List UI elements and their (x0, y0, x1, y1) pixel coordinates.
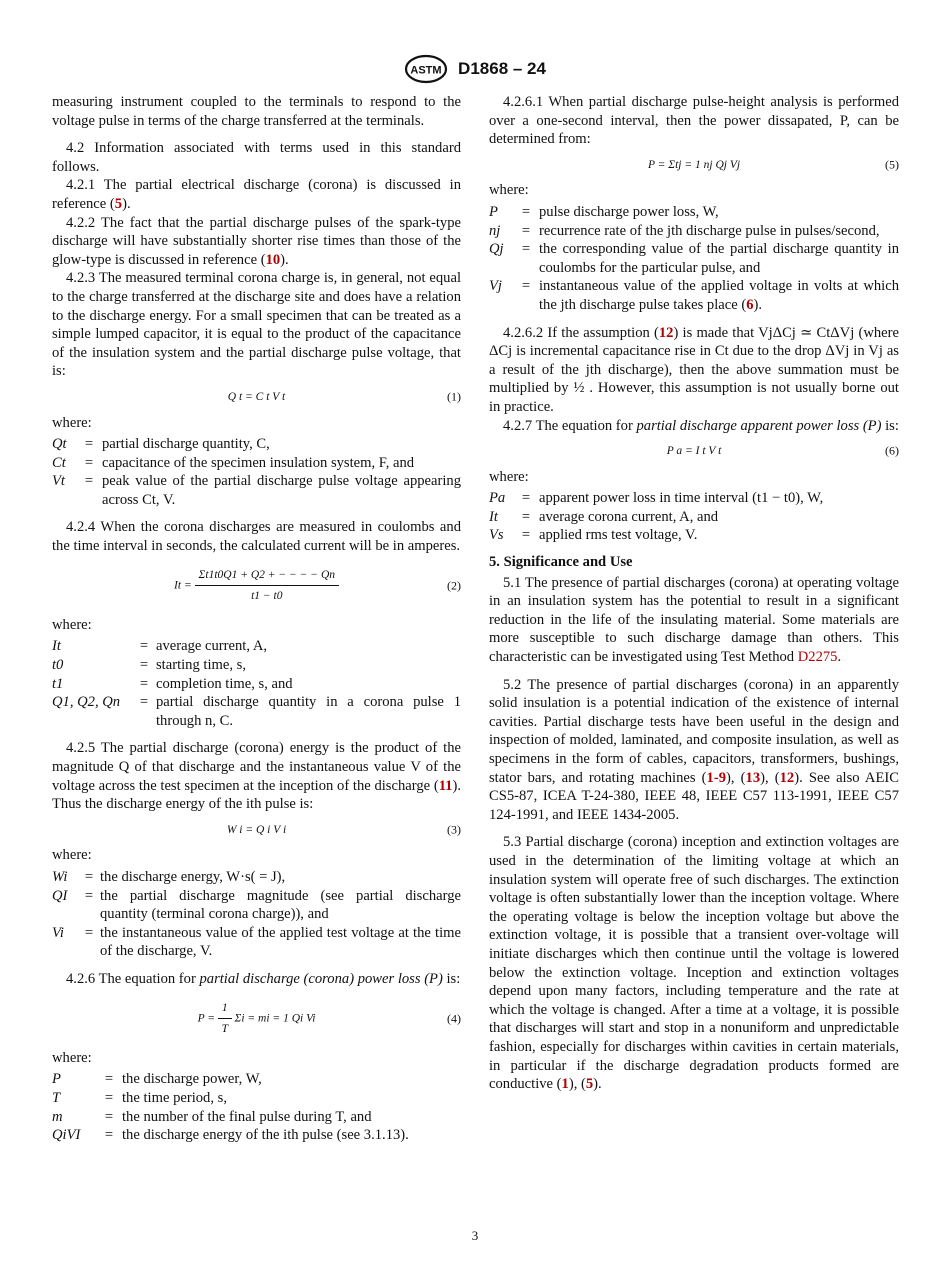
page-number: 3 (471, 1228, 479, 1243)
definition-item: Wi = the discharge energy, W·s( = J), (52, 868, 286, 885)
definition-item: P = pulse discharge power loss, W, (489, 203, 719, 220)
equation-5: P = Σtj = 1 nj Qj Vj (5) (489, 156, 899, 175)
paragraph-4-2-3: 4.2.3 The measured terminal corona charge is, in general, not equal to the charge transferred at the discharge site and does have a relation to the discharge energy. For a small specimen that can be treated as a simple lumped capacitor, it is equal to the product of the capacitance of the insulation system and the partial discharge pulse voltage, that is: (52, 270, 461, 380)
paragraph-5-3: 5.3 Partial discharge (corona) inception and extinction voltages are used in the determination of the limiting voltage at which an insulation system will operate free of such discharges. The extinction voltage is often substantially lower than the inception voltage. Where the operating voltage is below the inception voltage but above the extinction voltage, it is possible that a transient over-voltage will initiate discharges which then continue until the voltage is lowered below the extinction voltage. Inception and extinction voltages depend upon many factors, including temperature and the rate at which the voltage is changed. After a time at a voltage, it is possible that discharges will start and stop in a nonuniform and unpredictable fashion, especially for discharges within cavities in certain materials, in particular if the discharge degradation products formed are conductive (1), (5). (489, 834, 899, 1093)
equation-1: Q t = C t V t (1) (52, 388, 461, 407)
paragraph-4-2-2: 4.2.2 The fact that the partial discharge pulses of the spark-type discharge will have substantially shorter rise times than those of the glow-type is discussed in reference (10). (52, 214, 461, 268)
definitions-4 (52, 1070, 461, 1144)
paragraph-4-2-7: 4.2.7 The equation for partial discharge apparent power loss (P) is: (503, 417, 899, 434)
definition-item: T = the time period, s, (52, 1089, 227, 1106)
equation-number: (5) (885, 157, 899, 172)
definition-item: Vs = applied rms test voltage, V. (489, 527, 698, 544)
definition-item: Vj = instantaneous value of the applied voltage in volts at which the jth discharge pulse takes place (6). (489, 278, 899, 313)
definition-item: Vt = peak value of the partial discharge pulse voltage appearing across Ct, V. (52, 473, 461, 508)
reference-link[interactable]: 12 (779, 769, 795, 786)
definition-item: Qt = partial discharge quantity, C, (52, 436, 270, 453)
reference-link[interactable]: 10 (265, 251, 281, 268)
paragraph-5-2: 5.2 The presence of partial discharges (corona) in an apparently solid insulation is a potential indication of the existence of internal cavities. Partial discharge tests have been useful in the design and inspection of molded, laminated, and composite insulation, as well as specimens in the form of cables, capacitors, transformers, bushings, stator bars, and rotating machines (1-9), (13), (12). See also AEIC CS5-87, ICEA T-24-380, IEEE 48, IEEE C57 113-1991, IEEE C57 124-1991, and IEEE 1434-2005. (489, 676, 899, 823)
paragraph-4-2-6-1: 4.2.6.1 When partial discharge pulse-height analysis is performed over a one-second interval, then the power dissapated, P, can be determined from: (489, 94, 899, 148)
equation-number: (3) (447, 822, 461, 837)
definition-item: QiVI = the discharge energy of the ith pulse (see 3.1.13). (52, 1127, 409, 1144)
definitions-1 (52, 435, 461, 509)
where-label: where: (52, 1049, 92, 1066)
intro-paragraph: measuring instrument coupled to the terminals to respond to the voltage pulse in terms of the charge transferred at the terminals. (52, 94, 461, 129)
test-method-link[interactable]: D2275 (797, 649, 838, 666)
definition-item: Qj = the corresponding value of the partial discharge quantity in coulombs for the particular pulse, and (489, 241, 899, 276)
right-column (489, 93, 899, 1094)
definition-item: Ct = capacitance of the specimen insulation system, F, and (52, 454, 415, 471)
definition-item: It = average current, A, (52, 638, 268, 655)
definitions-5 (489, 203, 899, 315)
equation-number: (1) (447, 389, 461, 404)
reference-link[interactable]: 13 (745, 769, 761, 786)
reference-link[interactable]: 6 (746, 296, 754, 313)
paragraph-5-1: 5.1 The presence of partial discharges (corona) at operating voltage in an insulation system has the potential to result in a significant reduction in the life of the insulating material. Some materials are more susceptible to such discharge damage than others. This characteristic can be investigated using Test Method D2275. (489, 574, 899, 666)
paragraph-4-2: 4.2 Information associated with terms used in this standard follows. (52, 140, 461, 175)
reference-link[interactable]: 1-9 (706, 769, 726, 786)
definition-item: QI = the partial discharge magnitude (see partial discharge quantity (terminal corona charge)), and (52, 887, 461, 923)
svg-text:ASTM: ASTM (410, 64, 442, 77)
paragraph-4-2-4: 4.2.4 When the corona discharges are measured in coulombs and the time interval in seconds, the calculated current will be in amperes. (52, 519, 461, 555)
left-column (52, 93, 461, 1149)
definitions-3 (52, 868, 461, 961)
definition-item: P = the discharge power, W, (52, 1071, 262, 1088)
equation-number: (6) (885, 444, 899, 459)
paragraph-4-2-5: 4.2.5 The partial discharge (corona) energy is the product of the magnitude Q of that discharge and the instantaneous value V of the voltage across the test specimen at the inception of the discharge (11). Thus the discharge energy of the ith pulse is: (52, 740, 461, 813)
where-label: where: (52, 414, 92, 431)
equation-number: (2) (447, 578, 461, 593)
definitions-2 (52, 637, 461, 730)
reference-link[interactable]: 1 (561, 1076, 569, 1093)
equation-6: P a = I t V t (6) (489, 442, 899, 461)
astm-logo-icon (404, 54, 448, 84)
where-label: where: (489, 182, 529, 199)
paragraph-4-2-6-2: 4.2.6.2 If the assumption (12) is made that VjΔCj ≃ CtΔVj (where ΔCj is incremental capacitance rise in Ct due to the drop ΔVj in Vj as a result of the jth discharge), then the above summation must be multiplied by ½ . However, this assumption is not usually borne out in practice. (489, 324, 899, 415)
definition-item: Q1, Q2, Qn = partial discharge quantity in a corona pulse 1 through n, C. (52, 694, 461, 729)
definitions-6 (489, 489, 899, 545)
reference-link[interactable]: 11 (438, 777, 453, 794)
definition-item: It = average corona current, A, and (489, 508, 719, 525)
definition-item: m = the number of the final pulse during T, and (52, 1108, 372, 1125)
page-header (0, 54, 950, 84)
equation-number: (4) (447, 1011, 461, 1026)
reference-link[interactable]: 5 (585, 1076, 594, 1093)
paragraph-4-2-1: 4.2.1 The partial electrical discharge (corona) is discussed in reference (5). (52, 177, 461, 212)
standard-designation: D1868 – 24 (458, 59, 546, 78)
section-heading: 5. Significance and Use (489, 554, 633, 571)
where-label: where: (489, 468, 529, 485)
reference-link[interactable]: 12 (658, 324, 674, 341)
equation-4: P = $\frac{1}{T}$ Σi = mi = 1 Qi Vi (4) (52, 999, 461, 1039)
definition-item: t1 = completion time, s, and (52, 675, 293, 692)
definition-item: Pa = apparent power loss in time interval (t1 − t0), W, (489, 490, 824, 507)
where-label: where: (52, 847, 92, 864)
where-label: where: (52, 616, 92, 633)
equation-2: It = $\frac{\Sigma t1t0Q1 + Q2 + - - - - Qn}{t1 - t0}$ (2) (52, 566, 461, 606)
reference-link[interactable]: 5 (114, 195, 123, 212)
equation-3: W i = Q i V i (3) (52, 821, 461, 840)
definition-item: nj = recurrence rate of the jth discharge pulse in pulses/second, (489, 222, 880, 239)
definition-item: t0 = starting time, s, (52, 657, 246, 674)
definition-item: Vi = the instantaneous value of the applied test voltage at the time of the discharge, V. (52, 924, 461, 960)
paragraph-4-2-6: 4.2.6 The equation for partial discharge (corona) power loss (P) is: (66, 970, 461, 987)
